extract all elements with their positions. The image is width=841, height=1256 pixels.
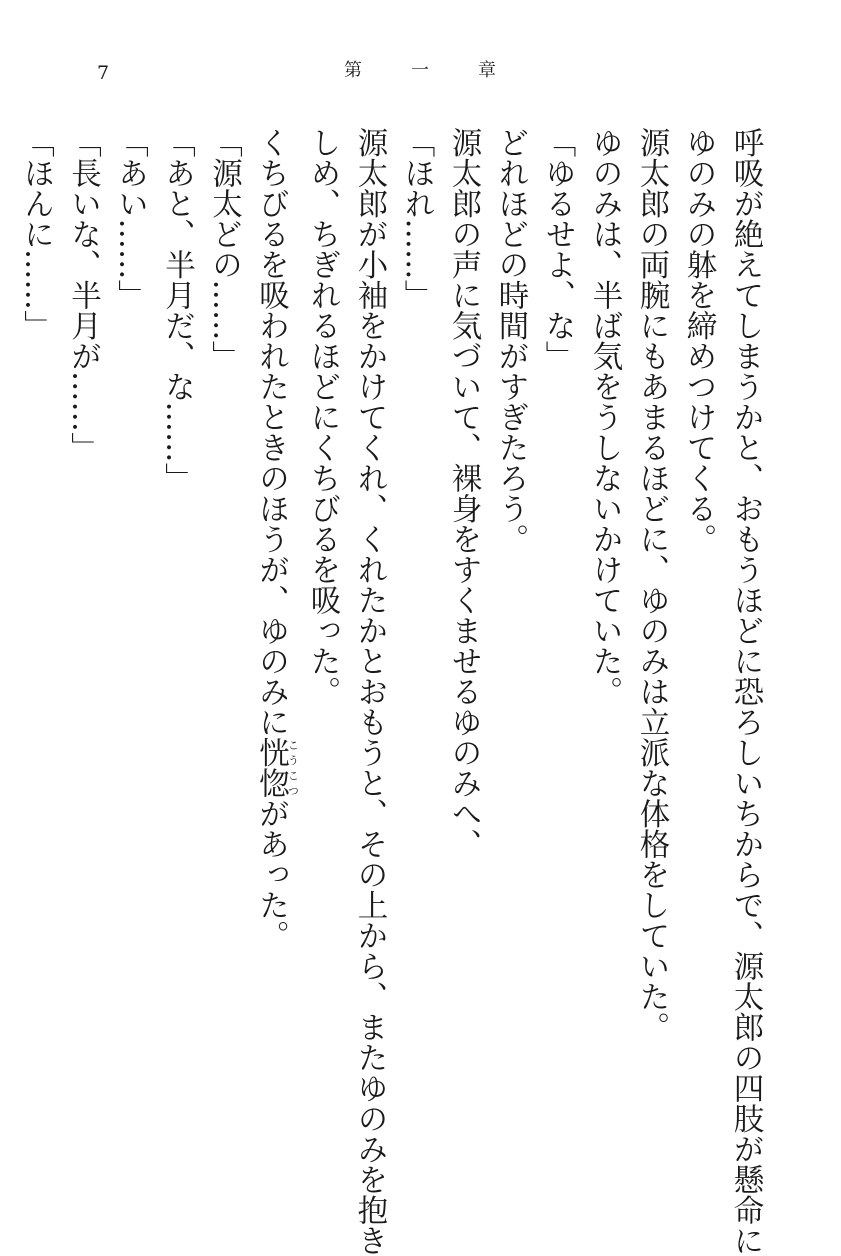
dialogue-line: 「長いな、半月が……」 xyxy=(65,127,101,463)
chapter-title-char: 一 xyxy=(411,60,429,81)
page-number: 7 xyxy=(97,62,110,84)
text-line: ゆのみの躰を締めつけてくる。 xyxy=(681,127,716,554)
dialogue-line: 「あい……」 xyxy=(112,127,148,310)
dialogue-line: 「ほんに……」 xyxy=(18,127,54,341)
body-text xyxy=(13,127,770,1256)
text-line: 源太郎が小袖をかけてくれ、くれたかとおもうと、その上から、またゆのみを抱き xyxy=(352,127,387,1256)
text-line: 源太郎の両腕にもあまるほどに、ゆのみは立派な体格をしていた。 xyxy=(634,127,669,1042)
dialogue-line: 「ゆるせよ、な」 xyxy=(540,127,575,371)
text-line: 源太郎の声に気づいて、裸身をすくませるゆのみへ、 xyxy=(446,127,481,859)
ruby-reading: こうこつ xyxy=(286,737,300,798)
text-line-with-ruby xyxy=(248,127,300,1157)
text-line: ゆのみは、半ば気をうしないかけていた。 xyxy=(587,127,622,707)
ruby-line-before: くちびるを吸われたときのほうが、ゆのみに xyxy=(253,127,289,737)
ruby-base: 恍惚 xyxy=(253,737,289,798)
dialogue-line: 「あと、半月だ、な……」 xyxy=(159,127,195,493)
text-line: しめ、ちぎれるほどにくちびるを吸った。 xyxy=(305,127,340,707)
chapter-title-char: 第 xyxy=(344,60,362,81)
ruby-line-after: があった。 xyxy=(253,798,289,951)
text-line: 呼吸が絶えてしまうかと、おもうほどに恐ろしいちからで、源太郎の四肢が懸命に xyxy=(728,127,763,1256)
dialogue-line: 「源太どの……」 xyxy=(206,127,242,371)
chapter-title-char: 章 xyxy=(478,60,496,81)
text-line: どれほどの時間がすぎたろう。 xyxy=(493,127,528,554)
dialogue-line: 「ほれ……」 xyxy=(399,127,434,310)
ruby-word xyxy=(253,737,300,798)
chapter-title xyxy=(344,62,496,80)
